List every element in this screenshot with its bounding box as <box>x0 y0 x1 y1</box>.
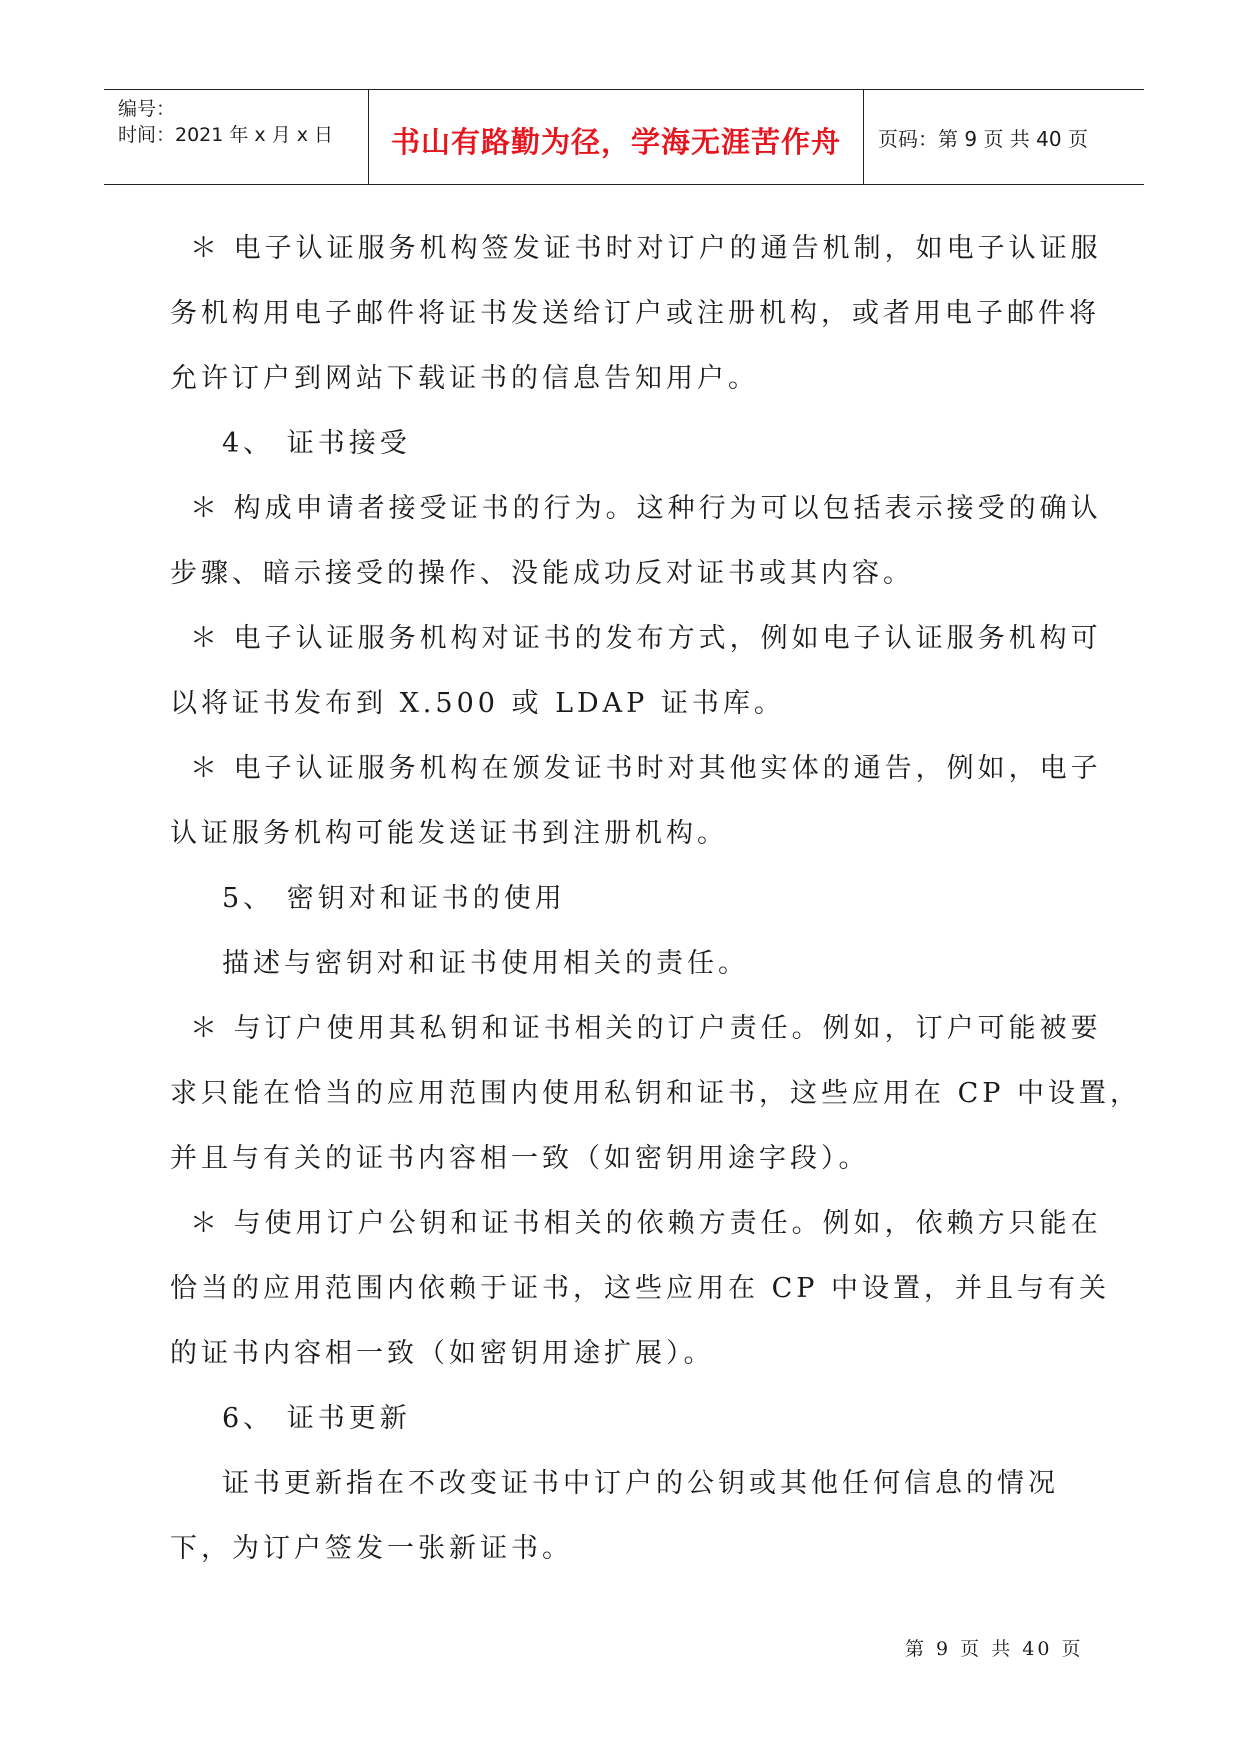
body-line: 认证服务机构可能发送证书到注册机构。 <box>170 818 728 849</box>
body-line: 务机构用电子邮件将证书发送给订户或注册机构，或者用电子邮件将 <box>170 298 1100 329</box>
section-heading: 6、 证书更新 <box>222 1403 411 1434</box>
body-line: 的证书内容相一致（如密钥用途扩展）。 <box>170 1338 715 1369</box>
body-line: ＊ 与订户使用其私钥和证书相关的订户责任。例如，订户可能被要 <box>190 1013 1102 1044</box>
page-header <box>104 89 1144 185</box>
body-line: 证书更新指在不改变证书中订户的公钥或其他任何信息的情况 <box>222 1468 1059 1499</box>
header-page-code: 页码：第 9 页 共 40 页 <box>878 127 1088 151</box>
document-date: 时间：2021 年 x 月 x 日 <box>118 124 334 146</box>
document-body <box>170 216 1141 1581</box>
header-page-cell <box>864 90 1144 184</box>
document-number-label: 编号： <box>118 98 176 120</box>
body-line: ＊ 电子认证服务机构在颁发证书时对其他实体的通告，例如，电子 <box>190 753 1102 784</box>
body-line: ＊ 与使用订户公钥和证书相关的依赖方责任。例如，依赖方只能在 <box>190 1208 1102 1239</box>
body-line: 描述与密钥对和证书使用相关的责任。 <box>222 948 749 979</box>
body-line: 并且与有关的证书内容相一致（如密钥用途字段）。 <box>170 1143 870 1174</box>
body-line: 求只能在恰当的应用范围内使用私钥和证书，这些应用在 CP 中设置， <box>170 1078 1141 1109</box>
section-heading: 4、 证书接受 <box>222 428 411 459</box>
body-line: 恰当的应用范围内依赖于证书，这些应用在 CP 中设置，并且与有关 <box>170 1273 1110 1304</box>
body-line: ＊ 构成申请者接受证书的行为。这种行为可以包括表示接受的确认 <box>190 493 1102 524</box>
section-heading: 5、 密钥对和证书的使用 <box>222 883 566 914</box>
header-motto: 书山有路勤为径，学海无涯苦作舟 <box>390 125 841 159</box>
body-line: 允许订户到网站下载证书的信息告知用户。 <box>170 363 759 394</box>
body-line: ＊ 电子认证服务机构对证书的发布方式，例如电子认证服务机构可 <box>190 623 1102 654</box>
body-line: 以将证书发布到 X.500 或 LDAP 证书库。 <box>170 688 785 719</box>
body-line: 步骤、暗示接受的操作、没能成功反对证书或其内容。 <box>170 558 914 589</box>
page-footer: 第 9 页 共 40 页 <box>905 1638 1084 1660</box>
header-meta-cell <box>104 90 369 184</box>
body-line: 下，为订户签发一张新证书。 <box>170 1533 573 1564</box>
header-motto-cell <box>369 90 864 184</box>
body-line: ＊ 电子认证服务机构签发证书时对订户的通告机制，如电子认证服 <box>190 233 1102 264</box>
